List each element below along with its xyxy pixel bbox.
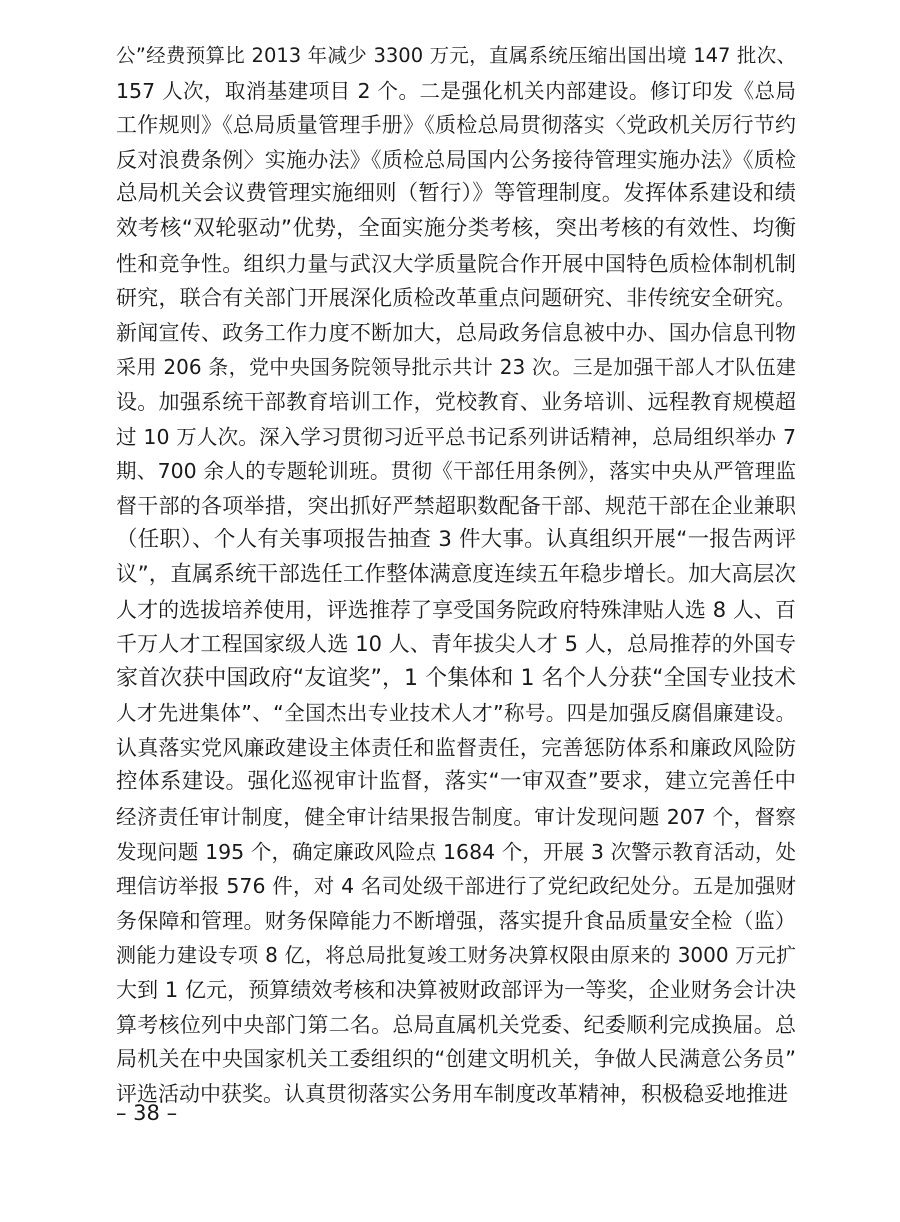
text-line: 评选活动中获奖。认真贯彻落实公务用车制度改革精神，积极稳妥地推进: [116, 1081, 788, 1106]
text-line: 反对浪费条例〉实施办法》《质检总局国内公务接待管理实施办法》《质检: [116, 147, 796, 172]
text-line: 采用 206 条，党中央国务院领导批示共计 23 次。三是加强干部人才队伍建: [116, 355, 796, 380]
text-line: 测能力建设专项 8 亿，将总局批复竣工财务决算权限由原来的 3000 万元扩: [116, 943, 796, 968]
page-number: – 38 –: [116, 1101, 178, 1125]
text-line: 大到 1 亿元，预算绩效考核和决算被财政部评为一等奖，企业财务会计决: [116, 978, 796, 1003]
text-line: 理信访举报 576 件，对 4 名司处级干部进行了党纪政纪处分。五是加强财: [116, 874, 796, 899]
text-line: 算考核位列中央部门第二名。总局直属机关党委、纪委顺利完成换届。总: [116, 1012, 796, 1037]
text-line: 过 10 万人次。深入学习贯彻习近平总书记系列讲话精神，总局组织举办 7: [116, 424, 796, 449]
text-line: 期、700 余人的专题轮训班。贯彻《干部任用条例》，落实中央从严管理监: [116, 459, 796, 484]
text-line: 家首次获中国政府“友谊奖”，1 个集体和 1 名个人分获“全国专业技术: [116, 665, 796, 691]
body-paragraph: [116, 39, 796, 1111]
text-line: 议”，直属系统干部选任工作整体满意度连续五年稳步增长。加大高层次: [116, 561, 796, 587]
text-line: 控体系建设。强化巡视审计监督，落实“一审双查”要求，建立完善任中: [116, 769, 796, 795]
text-line: 新闻宣传、政务工作力度不断加大，总局政务信息被中办、国办信息刊物: [116, 320, 796, 345]
text-line: 研究，联合有关部门开展深化质检改革重点问题研究、非传统安全研究。: [116, 286, 796, 311]
text-line: 千万人才工程国家级人选 10 人、青年拔尖人才 5 人，总局推荐的外国专: [116, 632, 796, 657]
text-line: 157 人次，取消基建项目 2 个。二是强化机关内部建设。修订印发《总局: [116, 78, 796, 103]
text-line: 务保障和管理。财务保障能力不断增强，落实提升食品质量安全检（监）: [116, 908, 796, 933]
text-line: 性和竞争性。组织力量与武汉大学质量院合作开展中国特色质检体制机制: [116, 251, 796, 276]
text-line: 公”经费预算比 2013 年减少 3300 万元，直属系统压缩出国出境 147 批次、: [116, 44, 796, 67]
text-line: 工作规则》《总局质量管理手册》《质检总局贯彻落实〈党政机关厉行节约: [116, 113, 796, 138]
text-line: 设。加强系统干部教育培训工作，党校教育、业务培训、远程教育规模超: [116, 389, 796, 414]
text-line: 总局机关会议费管理实施细则（暂行）》等管理制度。发挥体系建设和绩: [116, 181, 796, 207]
text-line: 发现问题 195 个，确定廉政风险点 1684 个，开展 3 次警示教育活动，处: [116, 839, 796, 864]
text-line: 认真落实党风廉政建设主体责任和监督责任，完善惩防体系和廉政风险防: [116, 735, 796, 760]
text-line: （任职）、个人有关事项报告抽查 3 件大事。认真组织开展“一报告两评: [116, 527, 796, 553]
text-line: 督干部的各项举措，突出抓好严禁超职数配备干部、规范干部在企业兼职: [116, 493, 796, 518]
text-line: 人才先进集体”、“全国杰出专业技术人才”称号。四是加强反腐倡廉建设。: [116, 701, 796, 726]
text-line: 人才的选拔培养使用，评选推荐了享受国务院政府特殊津贴人选 8 人、百: [116, 597, 796, 622]
text-line: 效考核“双轮驱动”优势，全面实施分类考核，突出考核的有效性、均衡: [116, 215, 796, 241]
text-line: 局机关在中央国家机关工委组织的“创建文明机关，争做人民满意公务员”: [116, 1047, 796, 1072]
text-line: 经济责任审计制度，健全审计结果报告制度。审计发现问题 207 个，督察: [116, 805, 796, 830]
